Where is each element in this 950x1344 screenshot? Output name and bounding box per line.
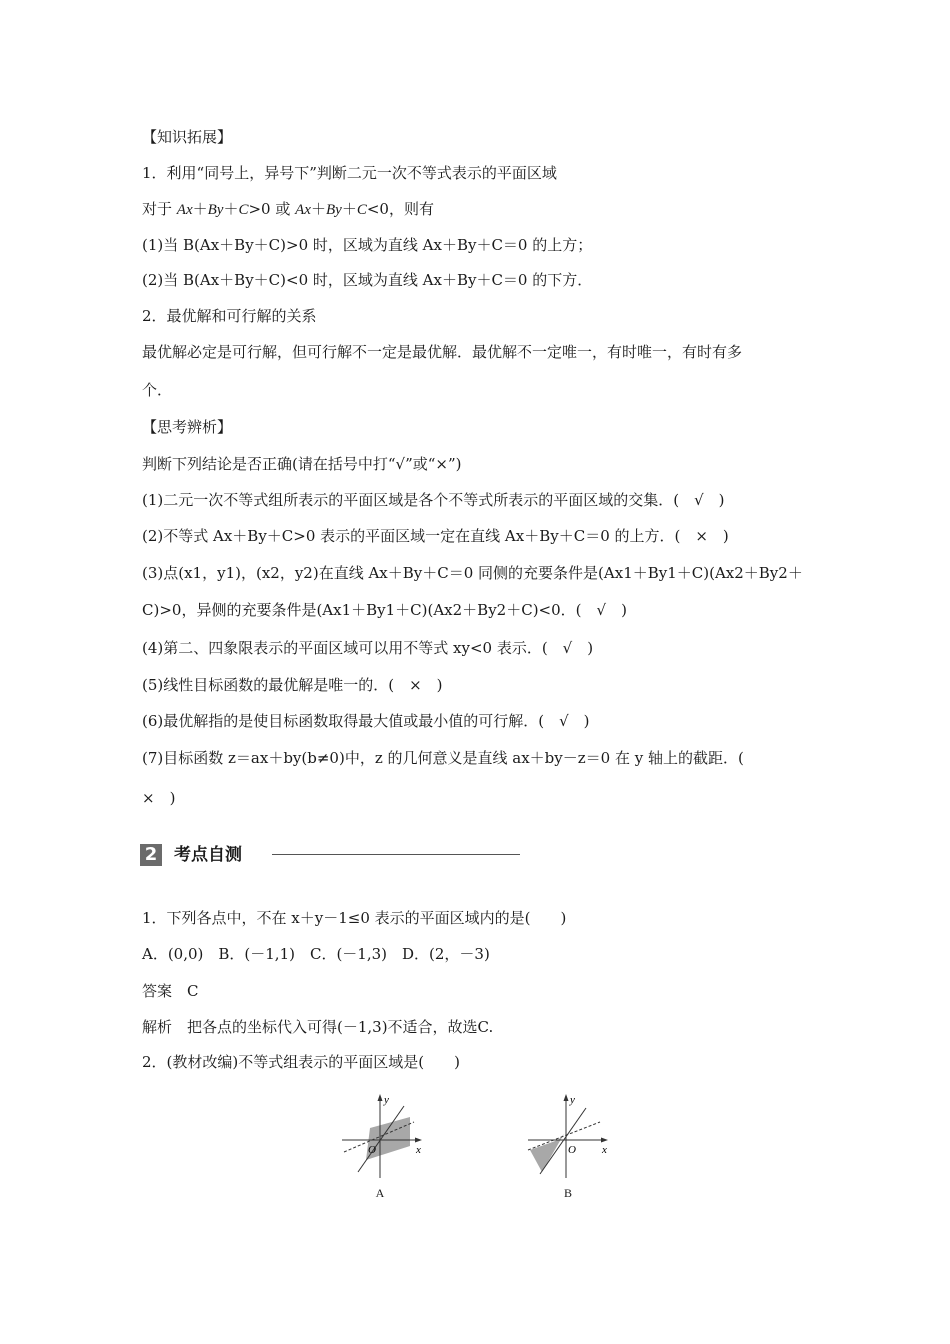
knowledge-item1-case2: (2)当 B(Ax＋By＋C)<0 时，区域为直线 Ax＋By＋C＝0 的下方． <box>142 271 593 289</box>
section-banner <box>140 844 520 868</box>
figure-b-y-arrow <box>564 1094 569 1101</box>
knowledge-item1-intro: 对于 Ax＋By＋C>0 或 Ax＋By＋C<0，则有 <box>142 200 434 218</box>
figure-b-dashed-line <box>528 1122 600 1150</box>
figure-b-origin-label: O <box>568 1144 576 1156</box>
figure-a-x-arrow <box>415 1138 422 1143</box>
figure-b-solid-line <box>540 1108 586 1174</box>
knowledge-item1-title: 1．利用“同号上，异号下”判断二元一次不等式表示的平面区域 <box>142 164 557 182</box>
q1-answer: 答案 C <box>142 982 199 1000</box>
statement-1: (1)二元一次不等式组所表示的平面区域是各个不等式所表示的平面区域的交集．( √ ) <box>142 491 725 509</box>
figure-b-label: B <box>563 1186 572 1200</box>
q1-stem: 1．下列各点中，不在 x＋y－1≤0 表示的平面区域内的是( ) <box>142 909 567 927</box>
thinking-heading: 【思考辨析】 <box>142 418 233 436</box>
figure-b-x-label: x <box>602 1144 607 1156</box>
figure-a-label: A <box>375 1186 385 1200</box>
statement-3-line2: C)>0，异侧的充要条件是(Ax1＋By1＋C)(Ax2＋By2＋C)<0．( √ ) <box>142 601 627 619</box>
statement-2: (2)不等式 Ax＋By＋C>0 表示的平面区域一定在直线 Ax＋By＋C＝0 的上方．( × ) <box>142 527 729 545</box>
statement-6: (6)最优解指的是使目标函数取得最大值或最小值的可行解．( √ ) <box>142 712 590 730</box>
knowledge-item1-case1: (1)当 B(Ax＋By＋C)>0 时，区域为直线 Ax＋By＋C＝0 的上方； <box>142 236 593 254</box>
section-title: 考点自测 <box>174 845 242 865</box>
statement-4: (4)第二、四象限表示的平面区域可以用不等式 xy<0 表示．( √ ) <box>142 639 594 657</box>
figure-a <box>338 1090 430 1180</box>
statement-7-line1: (7)目标函数 z＝ax＋by(b≠0)中，z 的几何意义是直线 ax＋by－z＝0 在 y 轴上的截距．( <box>142 749 744 767</box>
figure-a-origin-label: O <box>368 1144 376 1156</box>
figure-b-y-label: y <box>570 1094 575 1106</box>
figure-a-y-label: y <box>384 1094 389 1106</box>
statement-7-line2: × ) <box>142 789 176 807</box>
knowledge-item2-body-line2: 个． <box>142 381 173 399</box>
statement-3-line1: (3)点(x1，y1)，(x2，y2)在直线 Ax＋By＋C＝0 同侧的充要条件是(Ax1＋By1＋C)(Ax2＋By2＋ <box>142 564 803 582</box>
figure-a-x-label: x <box>416 1144 421 1156</box>
knowledge-item2-title: 2．最优解和可行解的关系 <box>142 307 317 325</box>
q1-analysis: 解析 把各点的坐标代入可得(－1,3)不适合，故选C. <box>142 1018 494 1036</box>
q1-options: A．(0,0) B．(－1,1) C．(－1,3) D．(2，－3) <box>142 945 490 963</box>
thinking-instruction: 判断下列结论是否正确(请在括号中打“√”或“×”) <box>142 455 462 473</box>
knowledge-item2-body-line1: 最优解必定是可行解，但可行解不一定是最优解．最优解不一定唯一，有时唯一，有时有多 <box>142 343 743 361</box>
figure-b <box>524 1090 616 1180</box>
knowledge-heading: 【知识拓展】 <box>142 128 233 146</box>
figure-a-y-arrow <box>378 1094 383 1101</box>
statement-5: (5)线性目标函数的最优解是唯一的．( × ) <box>142 676 443 694</box>
q2-stem: 2．(教材改编)不等式组表示的平面区域是( ) <box>142 1053 460 1071</box>
section-number-badge: 2 <box>140 844 162 866</box>
section-divider <box>272 854 520 855</box>
figure-b-x-arrow <box>601 1138 608 1143</box>
